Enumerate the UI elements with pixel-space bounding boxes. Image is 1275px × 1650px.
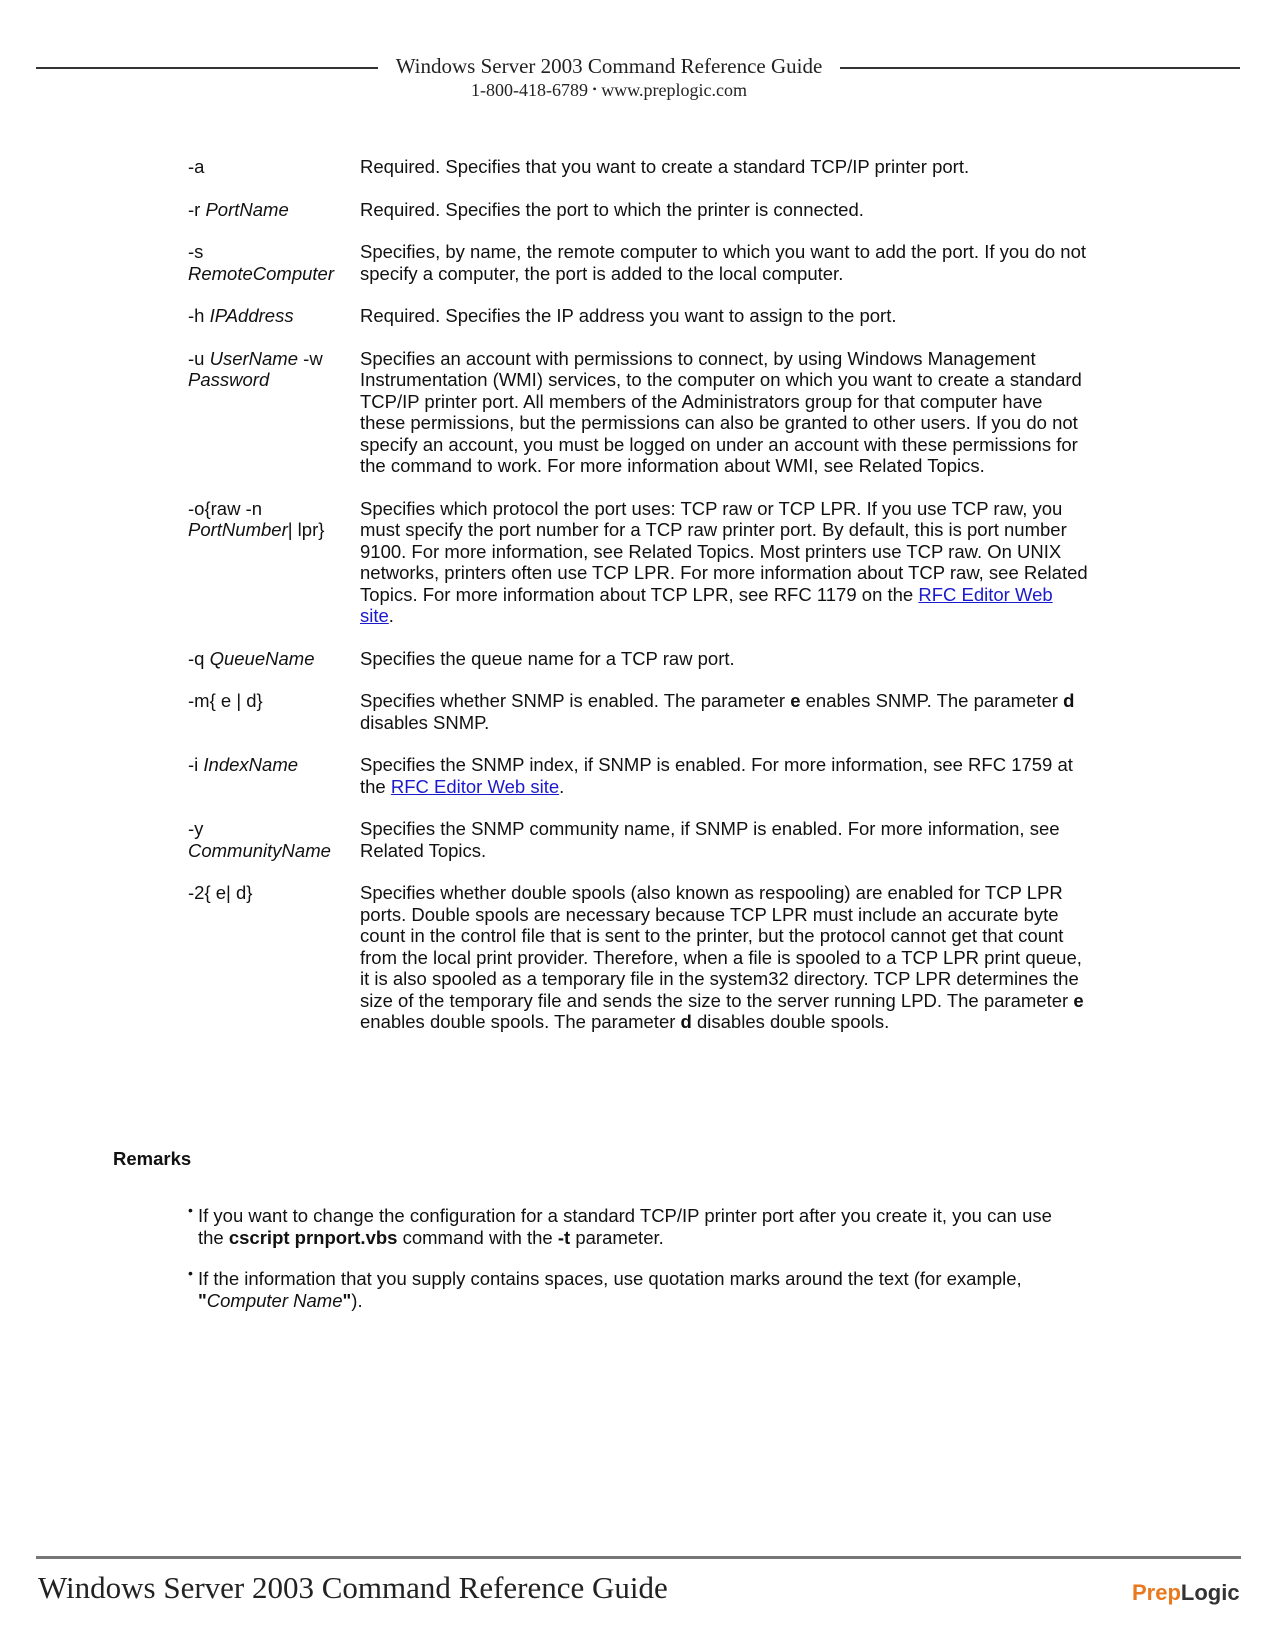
param-description: Required. Specifies the IP address you want to assign to the port.	[360, 305, 897, 326]
header-rule-right	[840, 67, 1240, 69]
remark-item: • If you want to change the configuration for a standard TCP/IP printer port after you create it, you can use the cscript prnport.vbs command with the -t parameter.	[188, 1202, 1052, 1248]
param-row-q	[188, 648, 1088, 670]
header-separator: •	[592, 82, 597, 96]
param-row-i	[188, 754, 1088, 797]
remarks-heading: Remarks	[113, 1148, 192, 1169]
header-contact	[378, 80, 840, 101]
footer-title: Windows Server 2003 Command Reference Guide	[38, 1570, 668, 1605]
param-description: Required. Specifies that you want to create a standard TCP/IP printer port.	[360, 156, 970, 177]
param-row-u	[188, 348, 1088, 477]
param-description: Specifies which protocol the port uses: TCP raw or TCP LPR. If you use TCP raw, you must specify the port number for a TCP raw printer port. By default, this is port number 9100. For more information, see Related Topics. Most printers use TCP raw. On UNIX networks, printers often use TCP LPR. For more information about TCP raw, see Related Topics. For more information about TCP LPR, see RFC 1179 on the RFC Editor Web site.	[360, 497, 1088, 626]
param-term: -u UserName -w Password	[188, 347, 323, 390]
header-rule-left	[36, 67, 378, 69]
param-description: Required. Specifies the port to which the printer is connected.	[360, 198, 864, 220]
header-phone: 1-800-418-6789	[471, 80, 588, 100]
param-term: -a	[188, 156, 205, 177]
param-row-h	[188, 305, 1088, 327]
param-term: -i IndexName	[188, 754, 299, 775]
header-website: www.preplogic.com	[601, 80, 747, 100]
param-row-r	[188, 199, 1088, 221]
remarks-list	[188, 1202, 1068, 1331]
param-description: Specifies, by name, the remote computer to which you want to add the port. If you do not specify a computer, the port is added to the local computer.	[360, 241, 1087, 284]
param-description: Specifies whether SNMP is enabled. The parameter e enables SNMP. The parameter d disables SNMP.	[360, 690, 1075, 733]
preplogic-logo: PrepLogic	[1132, 1580, 1240, 1605]
param-row-o	[188, 498, 1088, 627]
param-term: -r PortName	[188, 198, 289, 220]
param-term: -y CommunityName	[188, 818, 331, 861]
remark-item: • If the information that you supply contains spaces, use quotation marks around the text (for example, "Computer Name").	[188, 1265, 1022, 1311]
header-title: Windows Server 2003 Command Reference Guide	[395, 54, 823, 78]
bullet-icon: •	[188, 1202, 193, 1218]
param-description: Specifies the SNMP index, if SNMP is enabled. For more information, see RFC 1759 at the RFC Editor Web site.	[360, 754, 1073, 797]
bullet-icon: •	[188, 1265, 193, 1281]
param-term: -m{ e | d}	[188, 690, 263, 711]
param-description: Specifies the SNMP community name, if SNMP is enabled. For more information, see Related Topics.	[360, 818, 1060, 861]
param-row-2	[188, 882, 1088, 1033]
param-term: -h IPAddress	[188, 305, 294, 326]
parameter-list	[188, 156, 1088, 1054]
rfc-editor-link[interactable]: RFC Editor Web site	[360, 583, 1053, 626]
param-row-s	[188, 241, 1088, 284]
param-term: -q QueueName	[188, 647, 315, 669]
param-term: -2{ e| d}	[188, 882, 253, 903]
footer-rule	[36, 1556, 1241, 1559]
param-description: Specifies an account with permissions to connect, by using Windows Management Instrumentation (WMI) services, to the computer on which you want to create a standard TCP/IP printer port. All members of the Administrators group for that computer have these permissions, but the permissions can also be granted to other users. If you do not specify an account, you must be logged on under an account with these permissions for the command to work. For more information about WMI, see Related Topics.	[360, 347, 1082, 476]
param-term: -s RemoteComputer	[188, 241, 335, 284]
rfc-editor-link[interactable]: RFC Editor Web site	[390, 775, 560, 797]
param-description: Specifies the queue name for a TCP raw port.	[360, 647, 735, 669]
param-row-y	[188, 818, 1088, 861]
param-description: Specifies whether double spools (also known as respooling) are enabled for TCP LPR ports. Double spools are necessary because TCP LPR must include an accurate byte count in the control file that is sent to the printer, but the protocol cannot get that count from the local print provider. Therefore, when a file is spooled to a TCP LPR print queue, it is also spooled as a temporary file in the system32 directory. TCP LPR determines the size of the temporary file and sends the size to the server running LPD. The parameter e enables double spools. The parameter d disables double spools.	[360, 882, 1084, 1032]
param-row-m	[188, 690, 1088, 733]
param-term: -o{raw -n PortNumber| lpr}	[188, 497, 325, 540]
param-row-a	[188, 156, 1088, 178]
